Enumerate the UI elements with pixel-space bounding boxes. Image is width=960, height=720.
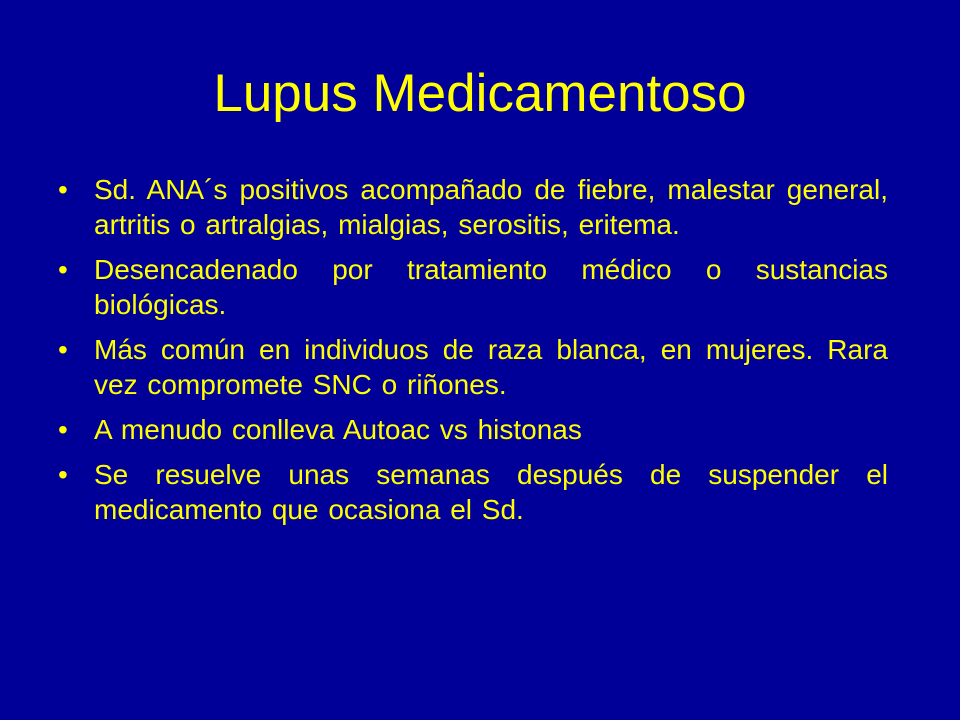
bullet-icon: • <box>58 334 68 365</box>
slide-title: Lupus Medicamentoso <box>213 64 747 123</box>
list-item <box>58 172 888 242</box>
list-item <box>58 252 888 322</box>
list-item <box>58 457 888 527</box>
bullet-list <box>58 172 888 537</box>
bullet-text: A menudo conlleva Autoac vs histonas <box>94 414 582 445</box>
list-item <box>58 412 888 447</box>
bullet-icon: • <box>58 254 68 285</box>
bullet-text: Más común en individuos de raza blanca, en mujeres. Rara vez compromete SNC o riñones. <box>94 334 888 400</box>
bullet-icon: • <box>58 414 68 445</box>
bullet-text: Desencadenado por tratamiento médico o sustancias biológicas. <box>94 254 888 320</box>
bullet-text: Sd. ANA´s positivos acompañado de fiebre, malestar general, artritis o artralgias, mialgias, serositis, eritema. <box>94 174 888 240</box>
bullet-icon: • <box>58 174 68 205</box>
bullet-text: Se resuelve unas semanas después de suspender el medicamento que ocasiona el Sd. <box>94 459 888 525</box>
bullet-icon: • <box>58 459 68 490</box>
list-item <box>58 332 888 402</box>
